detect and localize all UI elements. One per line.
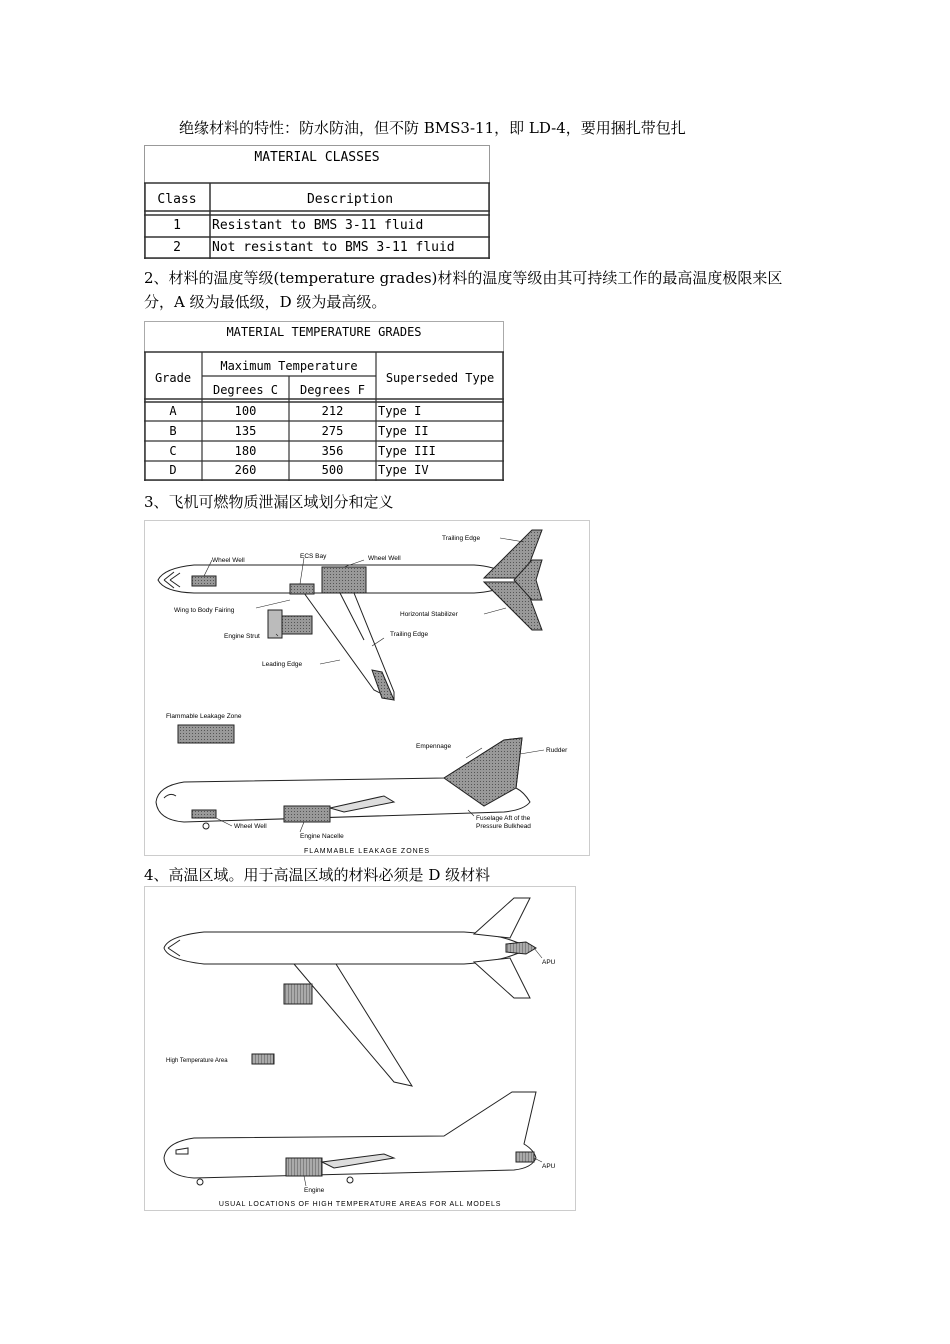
temperature-grades-title: MATERIAL TEMPERATURE GRADES bbox=[226, 325, 422, 339]
degrees-f-cell: 356 bbox=[321, 444, 344, 458]
description-cell: Not resistant to BMS 3-11 fluid bbox=[212, 240, 455, 255]
grade-cell: C bbox=[169, 444, 177, 458]
degrees-c-cell: 180 bbox=[234, 444, 257, 458]
grade-cell: D bbox=[169, 463, 177, 477]
legend-swatch bbox=[178, 725, 234, 743]
col-header-description: Description bbox=[306, 192, 394, 207]
col-header-class: Class bbox=[157, 192, 197, 207]
superseded-cell: Type IV bbox=[378, 463, 429, 477]
material-classes-title: MATERIAL CLASSES bbox=[254, 150, 380, 165]
class-cell: 1 bbox=[173, 218, 181, 233]
superseded-cell: Type III bbox=[378, 444, 436, 458]
legend-swatch bbox=[252, 1054, 274, 1064]
degrees-f-cell: 275 bbox=[321, 424, 344, 438]
grade-cell: B bbox=[169, 424, 177, 438]
label-trailing-edge-wing: Trailing Edge bbox=[390, 631, 429, 638]
flammable-leakage-drawing bbox=[144, 520, 590, 856]
label-wheel-well: Wheel Well bbox=[368, 555, 401, 562]
grade-cell: A bbox=[169, 404, 177, 418]
label-apu: APU bbox=[542, 1163, 556, 1170]
side-view-aircraft bbox=[164, 1092, 542, 1186]
superseded-cell: Type I bbox=[378, 404, 422, 418]
label-wing-body-fairing: Wing to Body Fairing bbox=[174, 607, 235, 614]
degrees-c-cell: 100 bbox=[234, 404, 257, 418]
col-header-degrees-f: Degrees F bbox=[299, 383, 366, 397]
label-leading-edge: Leading Edge bbox=[262, 661, 303, 668]
label-apu: APU bbox=[542, 959, 556, 966]
col-header-grade: Grade bbox=[154, 371, 192, 385]
flammable-leakage-figure bbox=[144, 520, 590, 856]
label-wheel-well: Wheel Well bbox=[234, 823, 267, 830]
high-temperature-drawing bbox=[144, 886, 576, 1211]
col-header-degrees-c: Degrees C bbox=[212, 383, 279, 397]
label-engine-nacelle: Engine Nacelle bbox=[300, 833, 344, 840]
degrees-f-cell: 500 bbox=[321, 463, 344, 477]
class-cell: 2 bbox=[173, 240, 181, 255]
paragraph-flammable-zones: 3、飞机可燃物质泄漏区域划分和定义 bbox=[144, 493, 394, 511]
paragraph-temperature-grades-2: 分，A 级为最低级，D 级为最高级。 bbox=[144, 293, 387, 311]
paragraph-insulation: 绝缘材料的特性：防水防油，但不防 BMS3-11，即 LD-4，要用捆扎带包扎 bbox=[179, 119, 686, 137]
description-cell: Resistant to BMS 3-11 fluid bbox=[212, 218, 424, 233]
legend-high-temp-label: High Temperature Area bbox=[166, 1058, 228, 1064]
label-fuselage-aft: Fuselage Aft of the bbox=[476, 815, 531, 822]
legend-flammable-label: Flammable Leakage Zone bbox=[166, 713, 242, 720]
figure-caption: FLAMMABLE LEAKAGE ZONES bbox=[303, 848, 431, 855]
label-engine: Engine bbox=[304, 1187, 325, 1194]
material-classes-table bbox=[144, 145, 490, 259]
label-pressure-bulkhead: Pressure Bulkhead bbox=[476, 823, 531, 830]
degrees-f-cell: 212 bbox=[321, 404, 344, 418]
label-horizontal-stabilizer: Horizontal Stabilizer bbox=[400, 611, 458, 618]
label-ecs-bay: ECS Bay bbox=[300, 553, 327, 560]
degrees-c-cell: 260 bbox=[234, 463, 257, 477]
col-header-max-temp: Maximum Temperature bbox=[220, 359, 358, 373]
paragraph-high-temp: 4、高温区域。用于高温区域的材料必须是 D 级材料 bbox=[144, 866, 491, 884]
degrees-c-cell: 135 bbox=[234, 424, 257, 438]
label-empennage: Empennage bbox=[416, 743, 452, 750]
label-trailing-edge-top: Trailing Edge bbox=[442, 535, 481, 542]
superseded-cell: Type II bbox=[378, 424, 429, 438]
paragraph-temperature-grades-1: 2、材料的温度等级(temperature grades)材料的温度等级由其可持续工作的最高温度极限来区 bbox=[144, 269, 783, 287]
temperature-grades-table bbox=[144, 321, 504, 481]
high-temperature-figure bbox=[144, 886, 576, 1211]
figure-caption: USUAL LOCATIONS OF HIGH TEMPERATURE AREAS FOR ALL MODELS bbox=[218, 1201, 502, 1208]
label-wheel-well: Wheel Well bbox=[212, 557, 245, 564]
top-view-aircraft bbox=[158, 530, 542, 700]
col-header-superseded: Superseded Type bbox=[385, 371, 495, 385]
label-rudder: Rudder bbox=[546, 747, 568, 754]
label-engine-strut: Engine Strut bbox=[224, 633, 260, 640]
